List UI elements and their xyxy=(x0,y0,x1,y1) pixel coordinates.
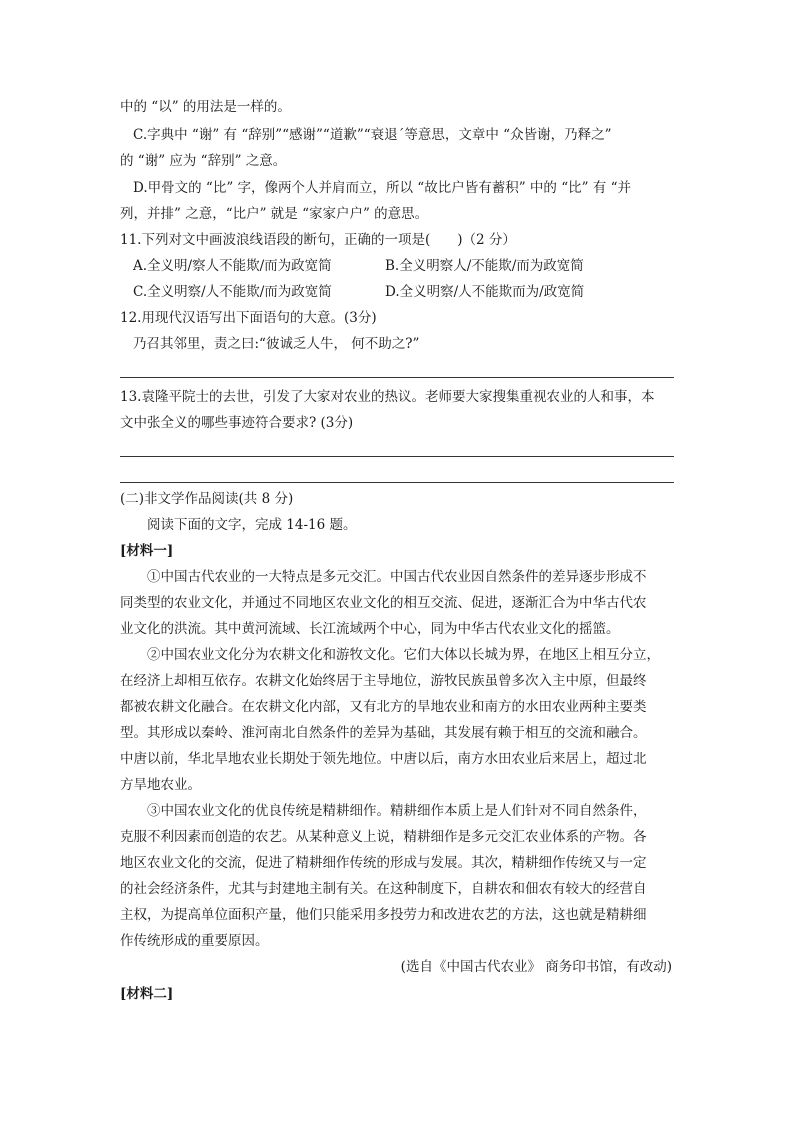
q11-option-a: A.全义明/察人不能欺/而为政宽简 xyxy=(133,258,332,274)
reading-instruction: 阅读下面的文字，完成 14-16 题。 xyxy=(147,517,357,533)
q13-line2: 文中张全义的哪些事迹符合要求? (3分) xyxy=(120,415,354,431)
q12-stem: 12.用现代汉语写出下面语句的大意。(3分) xyxy=(120,310,377,326)
q11-option-d: D.全义明察/人不能欺而为/政宽简 xyxy=(385,284,585,300)
q11-option-c: C.全义明察/人不能欺/而为政宽简 xyxy=(133,284,332,300)
material-two-label: [材料二] xyxy=(120,986,174,1002)
source-citation: (选自《中国古代农业》 商务印书馆，有改动) xyxy=(400,959,672,975)
q12-quote: 乃召其邻里，责之曰:“彼诚乏人牛， 何不助之?” xyxy=(133,336,420,352)
paragraph-line: 主权，为提高单位面积产量，他们只能采用多投劳力和改进农艺的方法，这也就是精耕细 xyxy=(120,907,647,923)
q11-option-b: B.全义明察人/不能欺/而为政宽简 xyxy=(385,258,584,274)
q10-option-b-tail: 中的 “以” 的用法是一样的。 xyxy=(120,99,291,115)
paragraph-line: 都被农耕文化融合。在农耕文化内部，又有北方的旱地农业和南方的水田农业两种主要类 xyxy=(120,699,647,715)
section-heading: (二)非文学作品阅读(共 8 分) xyxy=(120,491,294,507)
paragraph-line: ③中国农业文化的优良传统是精耕细作。精耕细作本质上是人们针对不同自然条件， xyxy=(147,803,647,819)
paragraph-line: 型。其形成以秦岭、淮河南北自然条件的差异为基础，其发展有赖于相互的交流和融合。 xyxy=(120,725,647,741)
paragraph-line: 地区农业文化的交流，促进了精耕细作传统的形成与发展。其次，精耕细作传统又与一定 xyxy=(120,855,647,871)
paragraph-line: 方旱地农业。 xyxy=(120,777,201,793)
paragraph-line: 同类型的农业文化，并通过不同地区农业文化的相互交流、促进，逐渐汇合为中华古代农 xyxy=(120,595,647,611)
paragraph-line: 克服不利因素而创造的农艺。从某种意义上说，精耕细作是多元交汇农业体系的产物。各 xyxy=(120,829,647,845)
q10-option-d-line2: 列，并排” 之意，“比户” 就是 “家家户户” 的意思。 xyxy=(120,206,429,222)
q10-option-c-line2: 的 “谢” 应为 “辞别” 之意。 xyxy=(120,153,287,169)
answer-line xyxy=(120,482,674,483)
q10-option-d-line1: D.甲骨文的 “比” 字，像两个人并肩而立，所以 “故比户皆有蓄积” 中的 “比” 有 “并 xyxy=(133,180,631,196)
paragraph-line: 业文化的洪流。其中黄河流域、长江流域两个中心，同为中华古代农业文化的摇篮。 xyxy=(120,621,620,637)
paragraph-line: ②中国农业文化分为农耕文化和游牧文化。它们大体以长城为界，在地区上相互分立， xyxy=(147,647,660,663)
q11-stem: 11.下列对文中画波浪线语段的断句，正确的一项是( )（2 分） xyxy=(120,232,516,248)
paragraph-line: 作传统形成的重要原因。 xyxy=(120,933,269,949)
material-one-label: [材料一] xyxy=(120,543,174,559)
paragraph-line: 的社会经济条件，尤其与封建地主制有关。在这种制度下，自耕农和佃农有较大的经营自 xyxy=(120,881,647,897)
q10-option-c-line1: C.字典中 “谢” 有 “辞别”“感谢”“道歉”“衰退ˊ等意思，文章中 “众皆谢，乃释之” xyxy=(133,127,612,143)
q13-line1: 13.袁隆平院士的去世，引发了大家对农业的热议。老师要大家搜集重视农业的人和事，本 xyxy=(120,389,655,405)
paragraph-line: ①中国古代农业的一大特点是多元交汇。中国古代农业因自然条件的差异逐步形成不 xyxy=(147,569,647,585)
paragraph-line: 在经济上却相互依存。农耕文化始终居于主导地位，游牧民族虽曾多次入主中原，但最终 xyxy=(120,673,647,689)
answer-line xyxy=(120,377,674,378)
answer-line xyxy=(120,456,674,457)
paragraph-line: 中唐以前，华北旱地农业长期处于领先地位。中唐以后，南方水田农业后来居上，超过北 xyxy=(120,751,647,767)
